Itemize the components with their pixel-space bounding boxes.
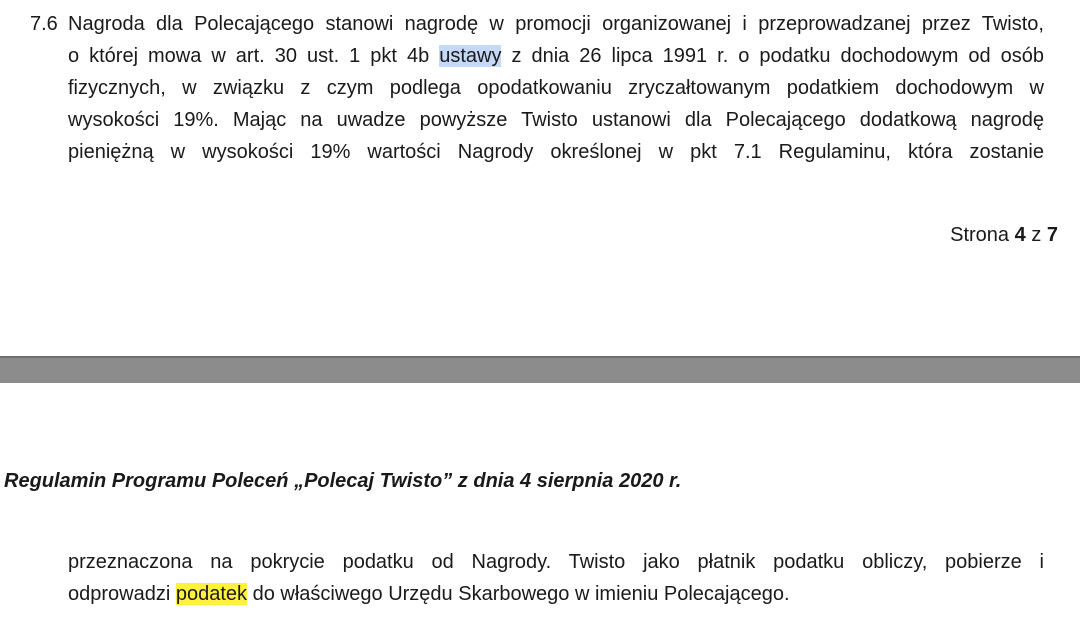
paragraph-7-6 <box>68 8 1044 168</box>
text-run: do właściwego Urzędu Skarbowego w imieniu Polecającego. <box>247 583 790 605</box>
total-page-number: 7 <box>1046 224 1058 246</box>
page-separator: z <box>1031 224 1042 246</box>
page-break-divider <box>0 356 1080 383</box>
paragraph-line <box>68 40 1044 72</box>
page-number-footer <box>950 221 1058 249</box>
search-highlight-ustawy[interactable]: ustawy <box>439 45 502 67</box>
marker-highlight-podatek[interactable]: podatek <box>175 583 248 605</box>
paragraph-continuation <box>68 546 1044 610</box>
current-page-number: 4 <box>1014 224 1026 246</box>
paragraph-line: pieniężną w wysokości 19% wartości Nagrody określonej w pkt 7.1 Regulaminu, która zostanie <box>68 141 1044 163</box>
paragraph-line <box>68 578 1044 610</box>
paragraph-line: przeznaczona na pokrycie podatku od Nagrody. Twisto jako płatnik podatku obliczy, pobierze i <box>68 551 1044 573</box>
text-run: odprowadzi <box>68 583 176 605</box>
paragraph-line: fizycznych, w związku z czym podlega opodatkowaniu zryczałtowanym podatkiem dochodowym w <box>68 77 1044 99</box>
document-page-bottom <box>0 383 1080 620</box>
page-label: Strona <box>950 224 1010 246</box>
paragraph-line: wysokości 19%. Mając na uwadze powyższe Twisto ustanowi dla Polecającego dodatkową nagrodę <box>68 109 1044 131</box>
text-run: o której mowa w art. 30 ust. 1 pkt 4b <box>68 45 440 67</box>
paragraph-line: Nagroda dla Polecającego stanowi nagrodę w promocji organizowanej i przeprowadzanej przez Twisto, <box>68 13 1044 35</box>
section-number: 7.6 <box>30 13 58 35</box>
text-run: z dnia 26 lipca 1991 r. o podatku dochodowym od osób <box>501 45 1045 67</box>
document-running-header: Regulamin Programu Poleceń „Polecaj Twisto” z dnia 4 sierpnia 2020 r. <box>4 470 682 492</box>
